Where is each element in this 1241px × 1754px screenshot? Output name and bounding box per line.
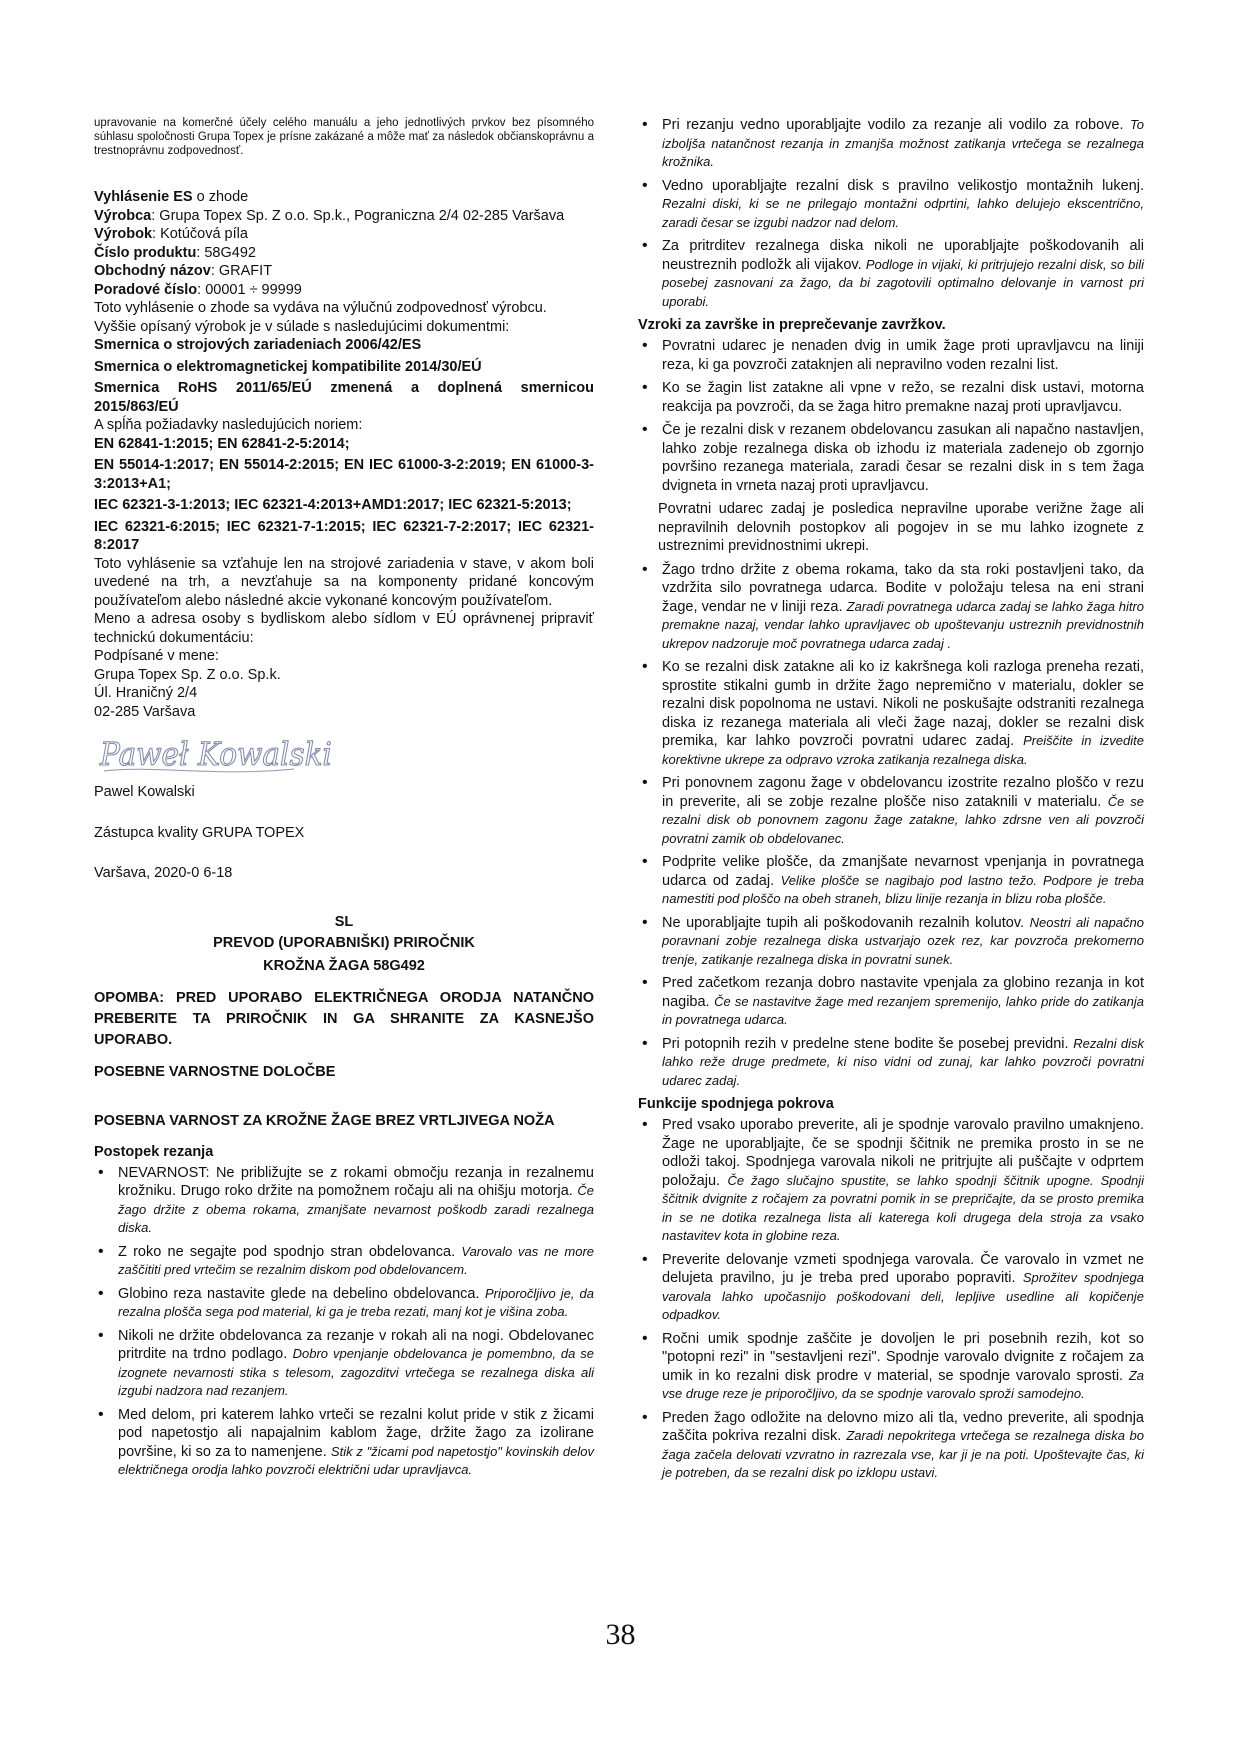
left-column <box>94 116 594 1485</box>
lower-guard-list <box>638 1116 1144 1483</box>
declaration-line2: Vyššie opísaný výrobok je v súlade s nasledujúcimi dokumentmi: <box>94 318 510 335</box>
manual-title: PREVOD (UPORABNIŠKI) PRIROČNIK <box>213 934 475 951</box>
list-item: • Med delom, pri katerem lahko vrteči se rezalni kolut pride v stik z žicami pod napetostjo ali napajalnim kablom žage, držite žago za izolirane površine, ki so za to namenjene. Stik z "žicami pod napetostjo" kovinskih delov električnega orodja lahko povzroči električni udar upravljavca. <box>94 1406 594 1480</box>
product-number: Číslo produktu: 58G492 <box>94 244 256 261</box>
norms-line1: EN 62841-1:2015; EN 62841-2-5:2014; <box>94 435 350 452</box>
manufacturer: Výrobca: Grupa Topex Sp. Z o.o. Sp.k., Pograniczna 2/4 02-285 Varšava <box>94 207 565 224</box>
subsection-cutting: Postopek rezanja <box>94 1143 214 1160</box>
list-item: • Preverite delovanje vzmeti spodnjega varovala. Če varovalo in vzmet ne delujeta pravilno, ju je treba pred uporabo popraviti. Sprožitev spodnjega varovala lahko upočasnijo poškodovani deli, lepljive usedline ali kopičenje odpadkov. <box>638 1251 1144 1325</box>
top-list <box>638 116 1144 311</box>
list-item: • Podprite velike plošče, da zmanjšate nevarnost vpenjanja in povratnega udarca od zadaj. Velike plošče se nagibajo pod lastno težo. Podpore je treba namestiti pod ploščo na obeh straneh, blizu linije rezanja in blizu roba plošče. <box>638 853 1144 909</box>
signer-name: Pawel Kowalski <box>94 784 195 800</box>
list-item: • Vedno uporabljajte rezalni disk s pravilno velikostjo montažnih lukenj. Rezalni diski, ki se ne prilegajo montažni odprtini, lahko delujejo ekscentrično, zaradi česar se izgubi nadzor nad delom. <box>638 177 1144 233</box>
list-item: • Povratni udarec je nenaden dvig in umik žage proti upravljavcu na liniji reza, ki ga povzroči zataknjen ali nepravilno voden rezalni list. <box>638 337 1144 374</box>
product-title: KROŽNA ŽAGA 58G492 <box>263 957 425 974</box>
address-line2: Úl. Hraničný 2/4 <box>94 685 198 701</box>
norms-line2: EN 55014-1:2017; EN 55014-2:2015; EN IEC 61000-3-2:2019; EN 61000-3-3:2013+A1; <box>94 457 594 492</box>
list-item: • Ne uporabljajte tupih ali poškodovanih rezalnih kolutov. Neostri ali napačno poravnani zobje rezalnega diska ustvarjajo ozek rez, kar povzroča prekomerno trenje, zatikanje rezalnega diska in povratni sunek. <box>638 914 1144 970</box>
list-item: • Ročni umik spodnje zaščite je dovoljen le pri posebnih rezih, kot so "potopni rezi" in "sestavljeni rezi". Spodnje varovalo dvignite z ročajem za umik in ko rezalni disk prodre v material, se spodnje varovalo sprosti. Za vse druge reze je priporočljivo, da se spodnje varovalo sproži samodejno. <box>638 1330 1144 1404</box>
list-item: • Pred začetkom rezanja dobro nastavite vpenjala za globino rezanja in kot nagiba. Če se nastavitve žage med rezanjem spremenijo, lahko pride do zatikanja in povratnega udarca. <box>638 974 1144 1030</box>
right-column <box>638 116 1144 1488</box>
tech-doc-person: Meno a adresa osoby s bydliskom alebo sídlom v EÚ oprávnenej pripraviť technickú dokumentáciu: <box>94 611 594 646</box>
list-item: • NEVARNOST: Ne približujte se z rokami območju rezanja in rezalnemu krožniku. Drugo roko držite na pomožnem ročaju ali na ohišju motorja. Če žago držite z obema rokama, zmanjšate nevarnost poškodb zaradi rezalnega diska. <box>94 1164 594 1238</box>
list-item: • Pri potopnih rezih v predelne stene bodite še posebej previdni. Rezalni disk lahko reže druge predmete, ki niso vidni od zunaj, kar lahko povzroči povratni udarec zadaj. <box>638 1035 1144 1091</box>
declaration-block <box>94 188 594 883</box>
address-line3: 02-285 Varšava <box>94 703 196 720</box>
list-item: • Nikoli ne držite obdelovanca za rezanje v rokah ali na nogi. Obdelovanec pritrdite na trdno podlago. Dobro vpenjanje obdelovanca je pomembno, da se izognete nevarnosti stika s telesom, zagozditvi vrtečega se rezalnega diska ali izgubi nadzora nad rezanjem. <box>94 1327 594 1401</box>
list-item: • Ko se žagin list zatakne ali vpne v režo, se rezalni disk ustavi, motorna reakcija pa povzroči, da se žaga hitro premakne nazaj proti upravljavcu. <box>638 379 1144 416</box>
directive-emc: Smernica o elektromagnetickej kompatibilite 2014/30/EÚ <box>94 358 482 375</box>
kickback-list-2 <box>638 561 1144 1091</box>
signature <box>94 725 354 781</box>
page-number: 38 <box>605 1618 636 1651</box>
declaration-title: Vyhlásenie ES o zhode <box>94 189 249 205</box>
note-read-manual: OPOMBA: PRED UPORABO ELEKTRIČNEGA ORODJA NATANČNO PREBERITE TA PRIROČNIK IN GA SHRANITE ZA KASNEJŠO UPORABO. <box>94 989 594 1048</box>
kickback-title: Vzroki za završke in preprečevanje zavržkov. <box>638 317 946 333</box>
lower-guard-title: Funkcije spodnjega pokrova <box>638 1096 834 1112</box>
list-item: • Globino reza nastavite glede na debelino obdelovanca. Priporočljivo je, da rezalna plošča sega pod material, ki ga je treba rezati, manj kot je višina zoba. <box>94 1285 594 1322</box>
kickback-list <box>638 337 1144 495</box>
list-item: • Ko se rezalni disk zatakne ali ko iz kakršnega koli razloga preneha rezati, sprostite stikalni gumb in držite žago nepremično v materialu, dokler se rezalni disk popolnoma ne ustavi. Nikoli ne poskušajte odstraniti rezalnega diska iz rezanega materiala ali vleči žage nazaj, dokler se rezalni disk premika, kar lahko povzroči povratni udarec zadaj. Preiščite in izvedite korektivne ukrepe za odpravo vzroka zatikanja rezalnega diska. <box>638 658 1144 769</box>
list-item: • Pred vsako uporabo preverite, ali je spodnje varovalo pravilno umaknjeno. Žage ne uporabljajte, če se spodnji ščitnik ne premika prosto in se ne odloži takoj. Spodnjega varovala nikoli ne pritrjujte ali puščajte v odprtem položaju. Če žago slučajno spustite, se lahko spodnji ščitnik upogne. Spodnji ščitnik dvignite z ročajem za povratni pomik in se prepričajte, da se prosto premika in se ne dotika rezalnega lista ali katerega koli drugega dela stroja za vsako nastavitev kota in globine reza. <box>638 1116 1144 1246</box>
signed-on-behalf: Podpísané v mene: <box>94 648 219 664</box>
list-item: • Pri ponovnem zagonu žage v obdelovancu izostrite rezalno ploščo v rezu in preverite, ali se zobje rezalne plošče niso zataknili v materialu. Če se rezalni disk ob ponovnem zagonu žage zatakne, lahko zdrsne ven ali povzroči povratni zamik ob obdelovanec. <box>638 774 1144 848</box>
signer-role: Zástupca kvality GRUPA TOPEX <box>94 824 305 841</box>
scope-text: Toto vyhlásenie sa vzťahuje len na strojové zariadenia v stave, v akom boli uvedené na trh, a nevzťahuje sa na komponenty pridané koncovým používateľom alebo následné akcie vykonané koncovým používateľom. <box>94 555 594 609</box>
list-item: • Za pritrditev rezalnega diska nikoli ne uporabljajte poškodovanih ali neustreznih podložk ali vijakov. Podloge in vijaki, ki pritrjujejo rezalni disk, so bili posebej zasnovani za žago, da bi zagotovili optimalno delovanje in varnost pri uporabi. <box>638 237 1144 311</box>
list-item: • Z roko ne segajte pod spodnjo stran obdelovanca. Varovalo vas ne more zaščititi pred vrtečim se rezalnim diskom pod obdelovancem. <box>94 1243 594 1280</box>
directive-rohs: Smernica RoHS 2011/65/EÚ zmenená a doplnená smernicou 2015/863/EÚ <box>94 380 594 415</box>
signature-text: Paweł Kowalski <box>99 735 332 773</box>
list-item: • Pri rezanju vedno uporabljajte vodilo za rezanje ali vodilo za robove. To izboljša natančnost rezanja in zmanjša možnost zatikanja vrtečega se rezalnega krožnika. <box>638 116 1144 172</box>
declaration-line1: Toto vyhlásenie o zhode sa vydáva na výlučnú zodpovednosť výrobcu. <box>94 300 547 316</box>
copyright-note: upravovanie na komerčné účely celého manuálu a jeho jednotlivých prvkov bez písomného súhlasu spoločnosti Grupa Topex je prísne zakázané a môže mať za následok občianskoprávnu a trestnoprávnu zodpovednosť. <box>94 117 594 157</box>
address-line1: Grupa Topex Sp. Z o.o. Sp.k. <box>94 666 281 683</box>
directive-machinery: Smernica o strojových zariadeniach 2006/42/ES <box>94 337 422 353</box>
serial-number: Poradové číslo: 00001 ÷ 99999 <box>94 281 302 298</box>
declaration-date: Varšava, 2020-0 6-18 <box>94 865 233 881</box>
list-item: • Žago trdno držite z obema rokama, tako da sta roki postavljeni tako, da vzdržita silo povratnega udarca. Bodite v položaju telesa na eni strani žage, vendar ne v liniji reza. Zaradi povratnega udarca zadaj se lahko žaga hitro premakne nazaj, vendar lahko upravljavec ob upoštevanju ustreznih previdnostnih ukrepov nadzoruje moč povratnega udarca zadaj . <box>638 561 1144 654</box>
norms-line4: IEC 62321-6:2015; IEC 62321-7-1:2015; IEC 62321-7-2:2017; IEC 62321-8:2017 <box>94 518 594 553</box>
list-item: • Če je rezalni disk v rezanem obdelovancu zasukan ali napačno nastavljen, lahko zobje rezalnega diska ob izhodu iz materiala zadenejo ob zgornjo površino rezanega materiala, zaradi česar se rezalni disk in s tem žaga dvigneta in vrneta nazaj proti upravljavcu. <box>638 421 1144 495</box>
norms-line3: IEC 62321-3-1:2013; IEC 62321-4:2013+AMD1:2017; IEC 62321-5:2013; <box>94 497 572 513</box>
kickback-paragraph: Povratni udarec zadaj je posledica nepravilne uporabe verižne žage ali nepravilnih delovnih postopkov ali pogojev in se mu lahko izognete z ustreznimi previdnostnimi ukrepi. <box>658 501 1144 554</box>
product: Výrobok: Kotúčová píla <box>94 226 248 242</box>
section-safety: POSEBNE VARNOSTNE DOLOČBE <box>94 1063 336 1080</box>
norms-intro: A spĺňa požiadavky nasledujúcich noriem: <box>94 417 363 433</box>
list-item: • Preden žago odložite na delovno mizo ali tla, vedno preverite, ali spodnja zaščita pokriva rezalni disk. Zaradi nepokritega vrtečega se rezalnega diska bo žaga začela delovati vzvratno in razrezala vse, kar ji je na poti. Upoštevajte čas, ki je potreben, da se rezalni disk po izklopu ustavi. <box>638 1409 1144 1483</box>
section-circular-saws: POSEBNA VARNOST ZA KROŽNE ŽAGE BREZ VRTLJIVEGA NOŽA <box>94 1112 555 1129</box>
language-code: SL <box>334 913 354 930</box>
trade-name: Obchodný názov: GRAFIT <box>94 263 273 279</box>
cutting-list <box>94 1164 594 1480</box>
